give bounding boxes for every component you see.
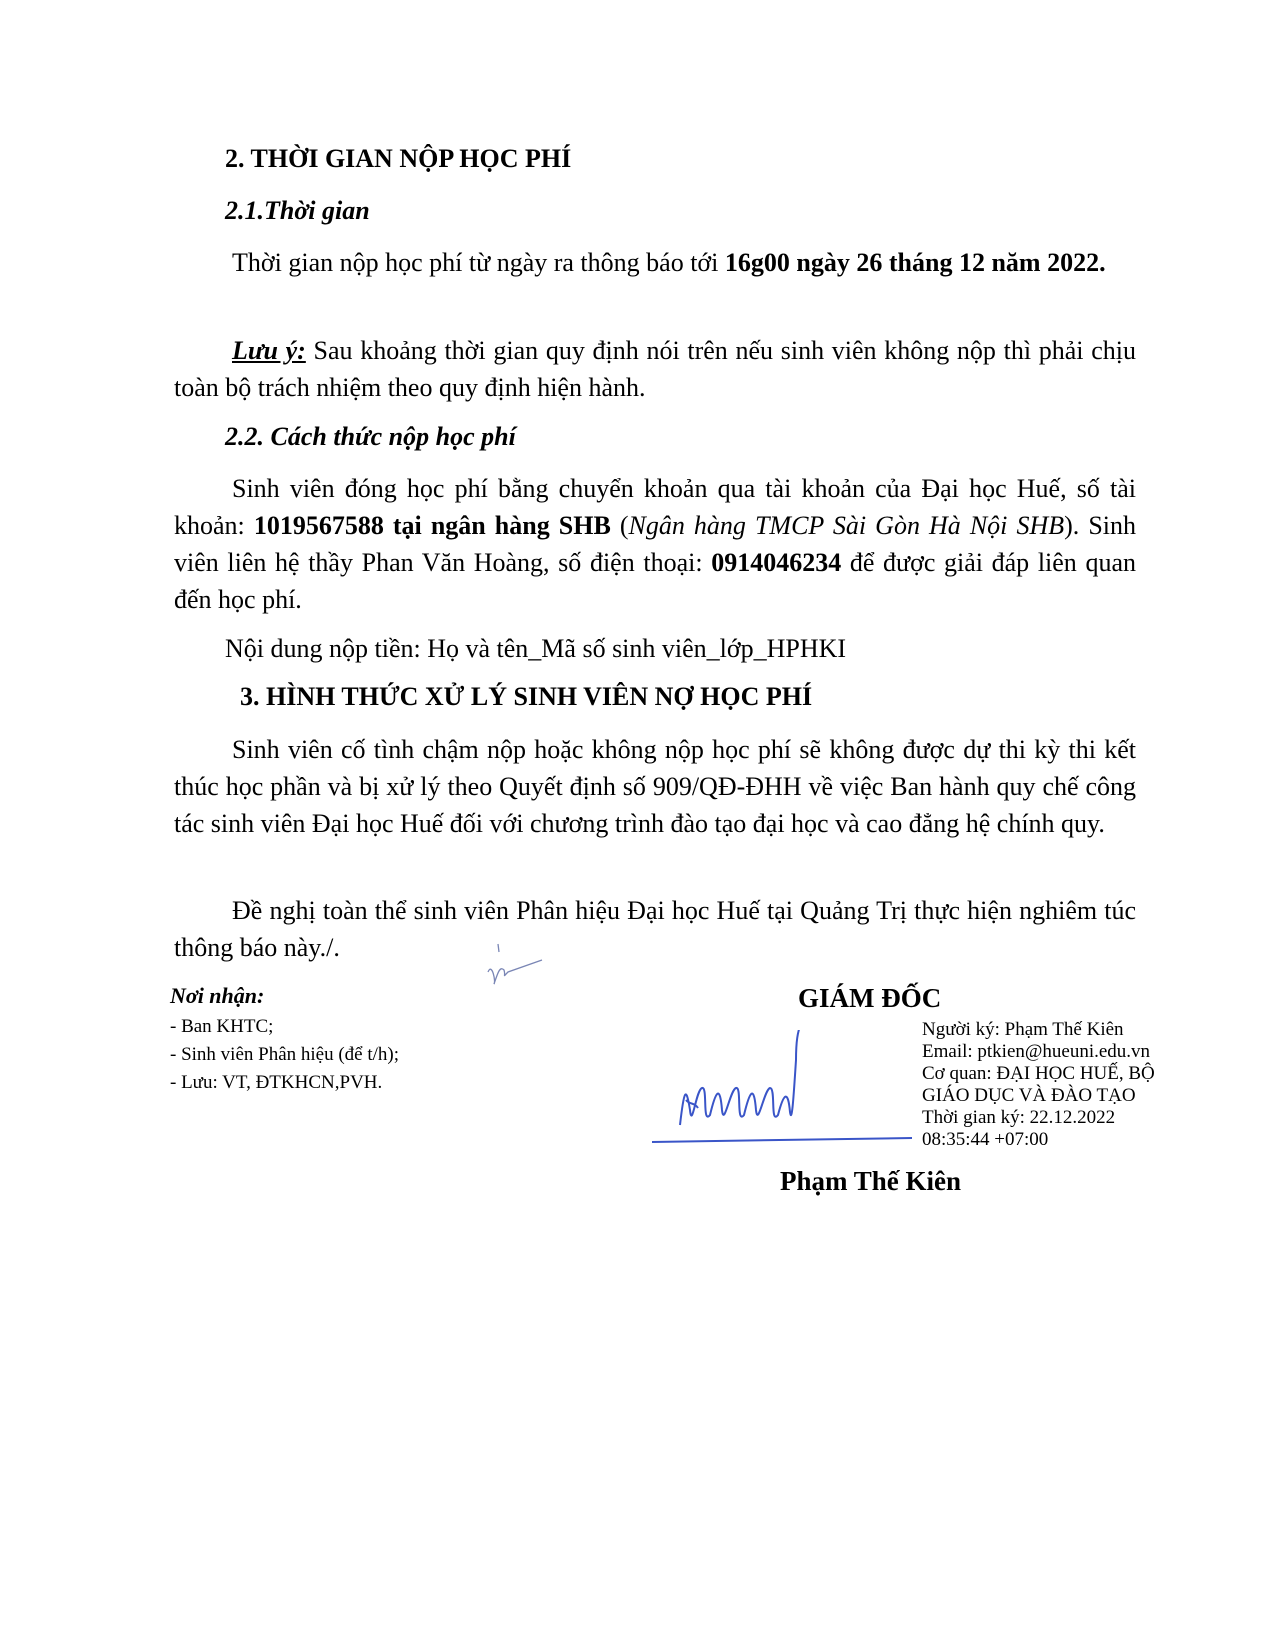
digital-signature-info (922, 1019, 1155, 1151)
bank-account: 1019567588 tại ngân hàng SHB (253, 511, 611, 540)
deadline-value: 16g00 ngày 26 tháng 12 năm 2022. (724, 248, 1106, 277)
signer-title: GIÁM ĐỐC (798, 983, 942, 1013)
deadline-paragraph (174, 244, 1136, 281)
section-2-1-heading: 2.1.Thời gian (225, 196, 370, 225)
payment-content-line: Nội dung nộp tiền: Họ và tên_Mã số sinh viên_lớp_HPHKI (225, 634, 847, 663)
section-2-2-heading: 2.2. Cách thức nộp học phí (225, 422, 516, 451)
note-paragraph (174, 332, 1136, 406)
org-line-1: Cơ quan: ĐẠI HỌC HUẾ, BỘ (922, 1063, 1155, 1084)
closing-paragraph: Đề nghị toàn thể sinh viên Phân hiệu Đại học Huế tại Quảng Trị thực hiện nghiêm túc thông báo này./. (174, 896, 1136, 962)
recipient-item: - Ban KHTC; (170, 1016, 274, 1037)
recipients-label: Nơi nhận: (170, 983, 265, 1008)
sign-time-line-1: Thời gian ký: 22.12.2022 (922, 1107, 1116, 1128)
penalty-paragraph: Sinh viên cố tình chậm nộp hoặc không nộp học phí sẽ không được dự thi kỳ thi kết thúc học phần và bị xử lý theo Quyết định số 909/QĐ-ĐHH về việc Ban hành quy chế công tác sinh viên Đại học Huế đối với chương trình đào tạo đại học và cao đẳng hệ chính quy. (174, 735, 1136, 838)
sign-time-line-2: 08:35:44 +07:00 (922, 1129, 1049, 1150)
org-line-2: GIÁO DỤC VÀ ĐÀO TẠO (922, 1085, 1136, 1106)
email-line: Email: ptkien@hueuni.edu.vn (922, 1041, 1151, 1062)
payment-text-4: để được giải đáp liên quan đến học phí. (174, 548, 1136, 614)
note-text: Sau khoảng thời gian quy định nói trên nếu sinh viên không nộp thì phải chịu toàn bộ trách nhiệm theo quy định hiện hành. (174, 336, 1136, 402)
payment-text-2: ( (610, 511, 629, 540)
signer-line: Người ký: Phạm Thế Kiên (922, 1019, 1124, 1040)
signer-name: Phạm Thế Kiên (780, 1166, 962, 1196)
contact-phone: 0914046234 (711, 548, 842, 577)
note-label: Lưu ý: (232, 336, 306, 365)
payment-text-3: ). Sinh viên liên hệ thầy Phan Văn Hoàng, số điện thoại: (174, 511, 1137, 577)
initials-mark (478, 942, 548, 992)
payment-paragraph (174, 470, 1136, 618)
handwritten-signature (650, 1030, 920, 1150)
recipient-item: - Sinh viên Phân hiệu (để t/h); (170, 1044, 400, 1065)
section-3-heading: 3. HÌNH THỨC XỬ LÝ SINH VIÊN NỢ HỌC PHÍ (240, 682, 813, 711)
section-2-heading: 2. THỜI GIAN NỘP HỌC PHÍ (225, 144, 572, 173)
payment-text-1: Sinh viên đóng học phí bằng chuyển khoản qua tài khoản của Đại học Huế, số tài khoản: (174, 474, 1136, 540)
recipient-item: - Lưu: VT, ĐTKHCN,PVH. (170, 1072, 383, 1093)
bank-full-name: Ngân hàng TMCP Sài Gòn Hà Nội SHB (628, 511, 1065, 540)
deadline-prefix: Thời gian nộp học phí từ ngày ra thông báo tới (232, 248, 725, 277)
